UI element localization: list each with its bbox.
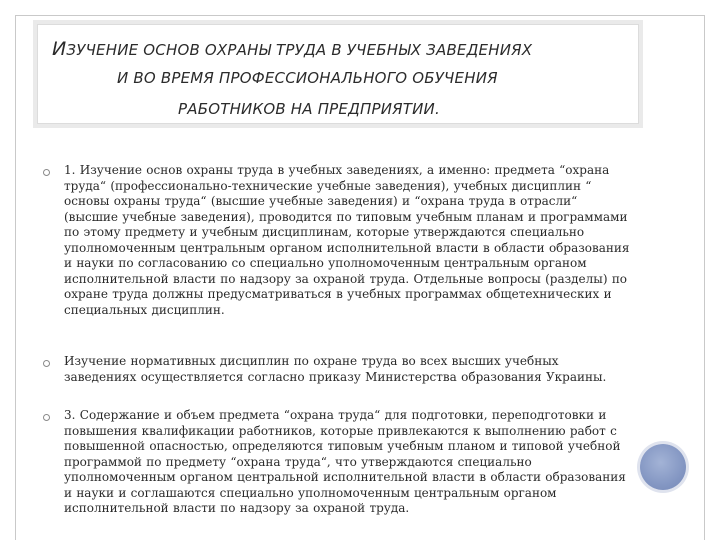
paragraph-3: 3. Содержание и объем предмета “охрана труда“ для подготовки, переподготовки и повышения квалификации работников, которые привлекаются к выполнению работ с повышенной опасностью, определяются типовым учебным планом и типовой учебной программой по предмету “охрана труда“, что утверждаются специально уполномоченным органом центральной исполнительной власти в области образования и науки и соглашаются специально уполномоченным центральным органом исполнительной власти по надзору за охраной труда. — [64, 408, 626, 515]
paragraph-2: Изучение нормативных дисциплин по охране труда во всех высших учебных заведениях осуществляется согласно приказу Министерства образования Украины. — [64, 354, 607, 384]
title-line-3: РАБОТНИКОВ НА ПРЕДПРИЯТИИ. — [178, 100, 440, 118]
bullet-circle-icon — [43, 360, 50, 367]
bullet-circle-icon — [43, 414, 50, 421]
paragraph-1: 1. Изучение основ охраны труда в учебных заведениях, а именно: предмета “охрана труда“ (профессионально-технические учебные заведения), учебных дисциплин “ основы охраны труда“ (высшие учебные заведения) и “охрана труда в отрасли“ (высшие учебные заведения), проводится по типовым учебным планам и программами по этому предмету и учебным дисциплинам, которые утверждаются специально уполномоченным центральным органом исполнительной власти в области образования и науки по согласованию со специально уполномоченным центральным органом исполнительной власти по надзору за охраной труда. Отдельные вопросы (разделы) по охране труда должны предусматриваться в учебных программах общетехнических и специальных дисциплин. — [64, 163, 630, 317]
title-line-1 — [52, 38, 532, 60]
bullet-circle-icon — [43, 169, 50, 176]
title-line-2: И ВО ВРЕМЯ ПРОФЕССИОНАЛЬНОГО ОБУЧЕНИЯ — [117, 69, 498, 87]
title-initial-letter: И — [52, 38, 67, 60]
decorative-circle-icon — [640, 444, 686, 490]
title-line-1-text: ЗУЧЕНИЕ ОСНОВ ОХРАНЫ ТРУДА В УЧЕБНЫХ ЗАВЕДЕНИЯХ — [66, 41, 533, 59]
